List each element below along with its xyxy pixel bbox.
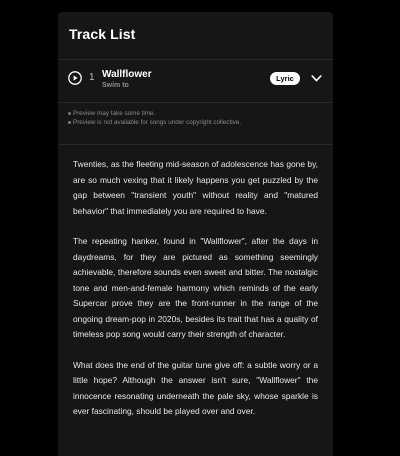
track-row[interactable] [58,60,333,102]
divider [58,144,333,145]
play-circle-icon[interactable] [68,71,82,85]
note-text: Preview may take some time. [73,110,156,117]
track-description [73,157,318,435]
track-title: Wallflower [102,69,152,80]
track-artist: Swim to [102,82,129,89]
page-title: Track List [69,26,136,42]
chevron-down-icon[interactable] [311,74,322,83]
bullet-icon [68,112,71,115]
description-paragraph: What does the end of the guitar tune give off: a subtle worry or a little hope? Although the answer isn't sure, "Wallflower" the innocence resonating underneath the pale sky, whose sparkle is ever fascinating, should be played over and over. [73,359,318,416]
note-item [68,109,328,118]
lyric-button[interactable]: Lyric [270,72,300,85]
preview-notes [68,109,328,127]
description-paragraph: The repeating hanker, found in "Wallflower", after the days in daydreams, for they are pictured as something seemingly achievable, therefore sounds even sweet and bitter. The nostalgic tone and men-and-female harmony which reminds of the early Supercar prove they are the front-runner in the range of the ongoing dream-pop in 2020s, besides its trait that has a quality of timeless pop song would carry their strength of character. [73,236,318,339]
track-list-panel [58,12,333,456]
bullet-icon [68,121,71,124]
track-number: 1 [89,72,95,83]
note-item [68,118,328,127]
note-text: Preview is not available for songs under copyright collective. [73,119,242,126]
divider [58,102,333,103]
description-paragraph: Twenties, as the fleeting mid-season of adolescence has gone by, are so much vexing that it likely happens you get puzzled by the gap between "transient youth" without reality and "matured behavior" that immediately you are required to have. [73,159,318,216]
